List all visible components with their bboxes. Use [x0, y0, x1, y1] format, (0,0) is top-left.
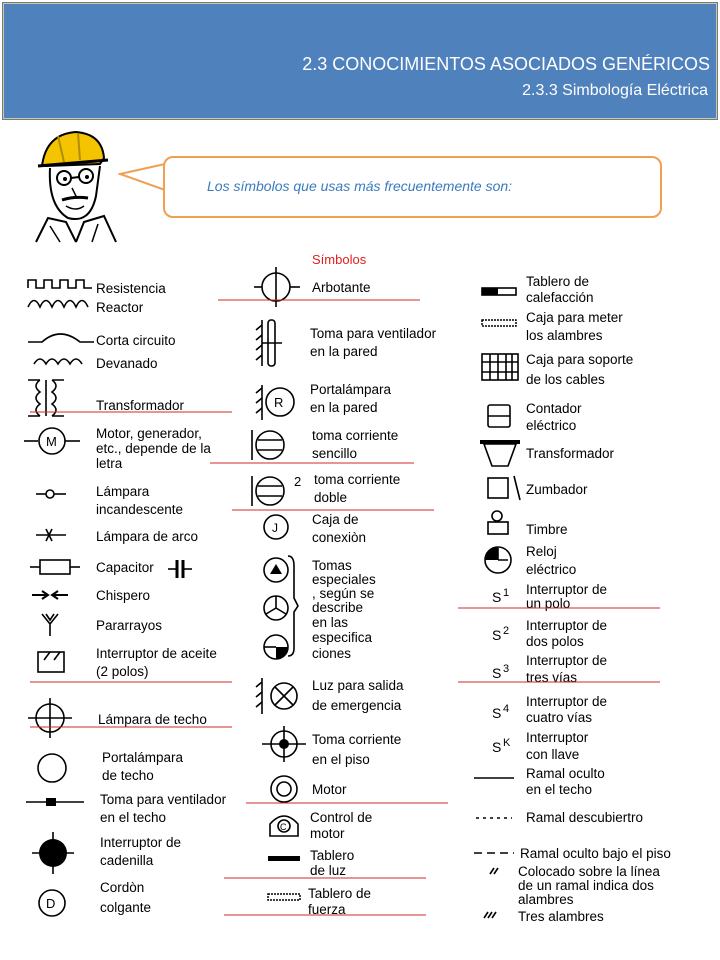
label-tres-vias: tres vías: [526, 670, 578, 685]
label-los-alambres: los alambres: [526, 328, 603, 343]
switch-mark-1: 1: [503, 587, 510, 599]
switch-mark-7: 4: [503, 703, 510, 715]
label-de-techo: de techo: [102, 768, 154, 783]
column-2-labels: [308, 280, 437, 917]
label-incandescente: incandescente: [96, 502, 184, 517]
label-conexion: conexiòn: [312, 530, 367, 545]
ceiling-lamp-symbol: [28, 698, 72, 738]
label-timbre: Timbre: [526, 522, 568, 537]
slide-subtitle: 2.3.3 Simbología Eléctrica: [522, 82, 708, 99]
chain-switch-symbol: [32, 832, 74, 874]
column-1-labels: [96, 281, 227, 915]
label-corta-circuito: Corta circuito: [96, 333, 176, 348]
label-motor-2: motor: [310, 826, 345, 841]
motor-symbol: [24, 428, 80, 454]
label-de-los-cables: de los cables: [526, 372, 605, 387]
label-int-un-polo: Interruptor de: [526, 582, 608, 597]
label-int-tres-vias: Interruptor de: [526, 653, 608, 668]
label-en-la-pared-1: en la pared: [310, 344, 378, 359]
label-caja-de: Caja de: [312, 512, 359, 527]
label-portalampara: Portalámpara: [102, 750, 184, 765]
switch-mark-3: 2: [503, 625, 510, 637]
label-resistencia: Resistencia: [96, 281, 166, 296]
label-motor-line3: letra: [96, 456, 123, 471]
label-motor-line2: etc., depende de la: [96, 441, 211, 456]
slide-header: [0, 0, 720, 122]
label-describe: describe: [312, 600, 364, 615]
pendant-cord-symbol: [39, 890, 65, 916]
label-especifica: especifica: [312, 630, 373, 645]
label-en-la-pared-2: en la pared: [310, 400, 378, 415]
label-tablero-de: Tablero de: [308, 886, 372, 901]
bubble-tail: [118, 160, 168, 200]
label-en-las: en las: [312, 615, 349, 630]
label-control-de: Control de: [310, 810, 373, 825]
lightning-arrester-symbol: [42, 614, 58, 636]
switch-mark-8: S: [492, 739, 502, 755]
transformer-symbol: [28, 380, 64, 416]
switch-mark-0: S: [492, 589, 502, 605]
switch-mark-5: 3: [503, 663, 510, 675]
label-sencillo: sencillo: [312, 446, 358, 461]
label-luz-salida: Luz para salida: [312, 678, 404, 693]
label-ramal-oculto-piso: Ramal oculto bajo el piso: [520, 846, 671, 861]
label-toma-doble: toma corriente: [314, 472, 401, 487]
label-toma-sencillo: toma corriente: [312, 428, 399, 443]
wall-bracket-symbol: [254, 267, 300, 307]
arc-lamp-symbol: [36, 529, 66, 541]
label-tablero: Tablero: [310, 848, 355, 863]
double-outlet-mark: 2: [294, 474, 302, 489]
speech-bubble-text: Los símbolos que usas más frecuentemente son:: [207, 178, 513, 194]
transformer-box-symbol: [480, 442, 520, 466]
label-motor: Motor: [312, 782, 347, 797]
junction-box-symbol: [264, 515, 288, 539]
switch-mark-2: S: [492, 627, 502, 643]
ceiling-lampholder-symbol: [38, 754, 66, 782]
spark-gap-symbol: [32, 591, 68, 599]
label-electrico-1: eléctrico: [526, 418, 577, 433]
pendant-letter: D: [46, 896, 56, 911]
speech-bubble: [163, 156, 662, 218]
wall-fan-outlet-symbol: [256, 320, 282, 366]
label-arbotante: Arbotante: [312, 280, 371, 295]
label-interruptor-llave: Interruptor: [526, 730, 589, 745]
label-colocado: Colocado sobre la línea: [518, 864, 660, 879]
label-interruptor-aceite: Interruptor de aceite: [96, 646, 217, 661]
label-de-luz: de luz: [310, 863, 347, 878]
slide-title: 2.3 CONOCIMIENTOS ASOCIADOS GENÉRICOS: [302, 54, 710, 74]
motor-outlet-symbol: [271, 776, 297, 802]
special-outlets-symbol: [264, 556, 298, 659]
label-con-llave: con llave: [526, 747, 580, 762]
switch-marks: [492, 587, 511, 755]
clock-symbol: [485, 547, 511, 573]
motor-control-symbol: [270, 816, 298, 836]
label-ramal-oculto: Ramal oculto: [526, 766, 605, 781]
label-toma-piso: Toma corriente: [312, 732, 402, 747]
label-tablero-de-c: Tablero de: [526, 274, 590, 289]
oil-switch-symbol: [38, 652, 64, 672]
label-int-cuatro-vias: Interruptor de: [526, 694, 608, 709]
label-un-polo: un polo: [526, 596, 571, 611]
label-alambres: alambres: [518, 892, 574, 907]
label-transformador: Transformador: [96, 398, 185, 413]
label-lampara: Lámpara: [96, 484, 150, 499]
label-tres-alambres: Tres alambres: [518, 909, 604, 924]
label-toma-ventilador-pared: Toma para ventilador: [310, 326, 437, 341]
three-wires-symbol: [484, 912, 496, 918]
wire-box-symbol: [482, 320, 516, 326]
light-panel-symbol: [268, 856, 300, 861]
label-emergencia: de emergencia: [312, 698, 402, 713]
label-en-el-piso: en el piso: [312, 752, 370, 767]
label-transformador-3: Transformador: [526, 446, 615, 461]
meter-symbol: [488, 405, 510, 427]
emergency-light-symbol: [256, 678, 297, 714]
label-capacitor: Capacitor: [96, 560, 154, 575]
label-toma-ventilador-techo: Toma para ventilador: [100, 792, 227, 807]
column-3-symbols: [474, 288, 520, 918]
heating-panel-symbol: [482, 288, 516, 295]
column-2-symbols: [252, 267, 306, 900]
label-de-un-ramal: de un ramal indica dos: [518, 878, 654, 893]
resistor-symbol: [28, 280, 92, 288]
label-doble: doble: [314, 490, 348, 505]
label-colgante: colgante: [100, 900, 152, 915]
worker-mascot-illustration: [28, 126, 128, 244]
switch-mark-6: S: [492, 705, 502, 721]
incandescent-lamp-symbol: [36, 490, 66, 498]
lampholder-letter: R: [274, 395, 284, 410]
circuit-breaker-symbol: [28, 334, 94, 342]
wall-lampholder-symbol: [256, 385, 294, 420]
label-devanado: Devanado: [96, 356, 158, 371]
label-portalampara-pared: Portalámpara: [310, 382, 392, 397]
label-pararrayos: Pararrayos: [96, 618, 163, 633]
label-ciones: ciones: [312, 646, 352, 661]
label-cordon: Cordòn: [100, 880, 145, 895]
buzzer-symbol: [488, 476, 520, 500]
label-int-dos-polos: Interruptor de: [526, 618, 608, 633]
label-cuatro-vias: cuatro vías: [526, 710, 593, 725]
label-contador: Contador: [526, 401, 582, 416]
label-2-polos: (2 polos): [96, 664, 149, 679]
label-fuerza: fuerza: [308, 902, 346, 917]
label-caja-meter: Caja para meter: [526, 310, 623, 325]
label-tomas: Tomas: [312, 558, 352, 573]
label-interruptor-cadenilla: Interruptor de: [100, 835, 182, 850]
table-title: Símbolos: [312, 252, 367, 267]
label-lampara-techo: Lámpara de techo: [98, 712, 207, 727]
cable-support-box-symbol: [482, 354, 518, 380]
label-zumbador: Zumbador: [526, 482, 588, 497]
bell-symbol: [488, 511, 508, 534]
label-reloj: Reloj: [526, 544, 557, 559]
double-outlet-symbol: [252, 474, 301, 506]
switch-mark-4: S: [492, 665, 502, 681]
label-ramal-descubierto: Ramal descubiertro: [526, 810, 644, 825]
motor-letter: M: [46, 434, 57, 449]
reactor-symbol: [28, 301, 88, 308]
label-motor-generador: Motor, generador,: [96, 426, 202, 441]
label-calefaccion: calefacción: [526, 290, 594, 305]
power-panel-symbol: [268, 894, 300, 900]
label-en-el-techo-3: en el techo: [526, 782, 593, 797]
label-especiales: especiales: [312, 572, 376, 587]
label-cadenilla: cadenilla: [100, 853, 154, 868]
switch-mark-9: K: [503, 737, 511, 749]
label-en-el-techo: en el techo: [100, 810, 167, 825]
electrical-symbols-table: [0, 240, 720, 950]
label-reactor: Reactor: [96, 300, 144, 315]
label-chispero: Chispero: [96, 588, 151, 603]
ceiling-fan-outlet-symbol: [26, 798, 84, 806]
label-dos-polos: dos polos: [526, 634, 584, 649]
label-electrico-2: eléctrico: [526, 562, 577, 577]
label-caja-soporte: Caja para soporte: [526, 352, 634, 367]
winding-symbol: [34, 359, 82, 364]
junction-letter: J: [272, 521, 278, 535]
two-wires-symbol: [490, 868, 498, 874]
column-3-labels: [518, 274, 671, 924]
label-lampara-arco: Lámpara de arco: [96, 529, 199, 544]
motor-control-letter: C: [280, 822, 287, 832]
label-segun-se: , según se: [312, 586, 375, 601]
single-outlet-symbol: [252, 430, 284, 460]
floor-outlet-symbol: [262, 726, 306, 762]
